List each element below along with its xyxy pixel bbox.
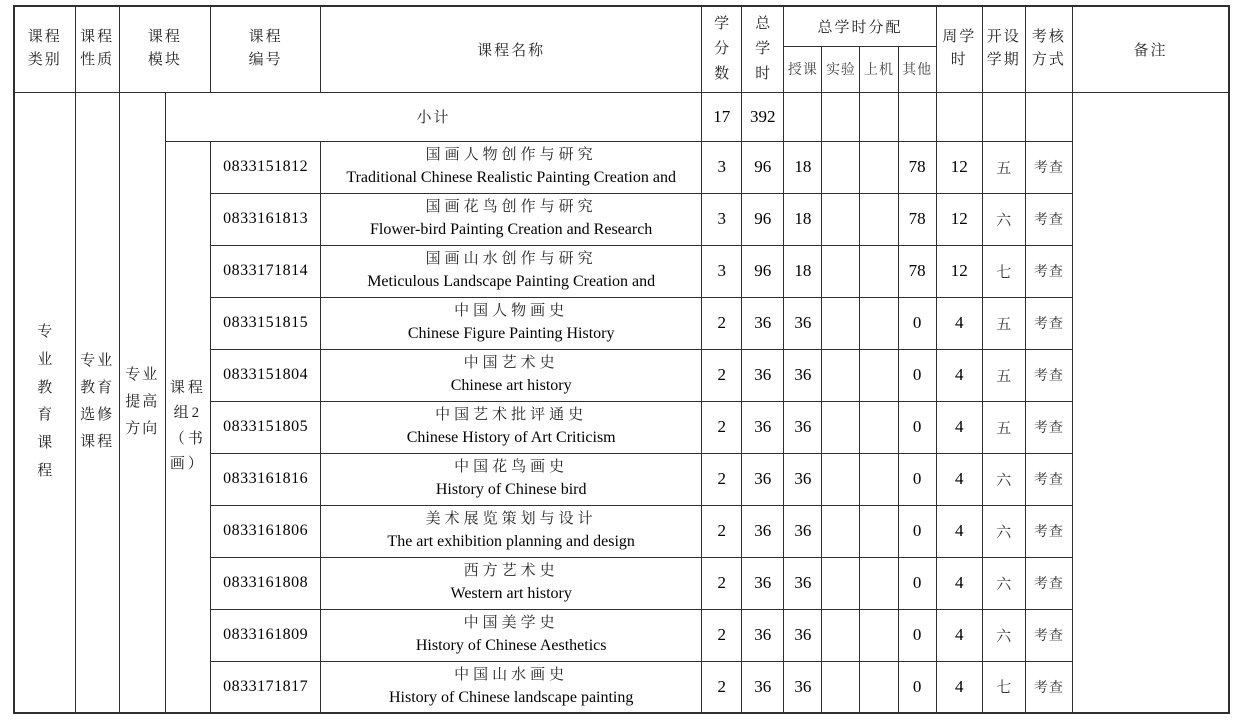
course-name-cn: 中国山水画史 (454, 666, 569, 683)
weekly-hours-cell: 4 (936, 557, 982, 609)
assessment-cell: 考查 (1025, 661, 1072, 713)
course-name-en: The art exhibition planning and design (387, 533, 635, 550)
course-code-cell: 0833151805 (210, 401, 320, 453)
nature-group-cell (75, 92, 119, 713)
course-name-cn: 中国艺术史 (463, 355, 559, 371)
course-name-cn: 国画山水创作与研究 (425, 251, 597, 267)
weekly-hours-cell: 4 (936, 661, 982, 713)
semester-cell: 七 (982, 245, 1025, 297)
course-name-en: Flower-bird Painting Creation and Research (370, 221, 653, 238)
experiment-hours-cell (822, 609, 860, 661)
lecture-hours-cell: 18 (784, 245, 822, 297)
course-name-cell (321, 401, 702, 453)
lecture-hours-cell: 36 (784, 557, 822, 609)
credits-cell: 2 (702, 401, 742, 453)
experiment-hours-cell (822, 349, 860, 401)
weekly-hours-cell: 4 (936, 609, 982, 661)
assessment-cell: 考查 (1025, 349, 1072, 401)
header-hours-distribution (784, 6, 936, 46)
experiment-hours-cell (822, 453, 860, 505)
computer-hours-cell (860, 401, 898, 453)
credits-cell: 3 (702, 245, 742, 297)
weekly-hours-cell: 4 (936, 401, 982, 453)
computer-hours-cell (860, 661, 898, 713)
computer-hours-cell (860, 141, 898, 193)
course-name-cell (321, 141, 702, 193)
header-sub-lecture (784, 46, 822, 92)
total-hours-cell: 36 (742, 453, 784, 505)
lecture-hours-cell: 36 (784, 505, 822, 557)
header-course-code (210, 6, 320, 92)
course-code-cell: 0833161808 (210, 557, 320, 609)
semester-cell: 六 (982, 557, 1025, 609)
category-group-label: 专业教育课程 (37, 324, 53, 479)
other-hours-cell: 0 (898, 453, 936, 505)
course-name-cn: 中国艺术批评通史 (435, 407, 588, 423)
course-group-cell (165, 141, 210, 713)
total-hours-cell: 96 (742, 141, 784, 193)
subtotal-row (14, 92, 1229, 141)
course-name-en: Meticulous Landscape Painting Creation and (367, 273, 656, 290)
subtotal-lecture-cell (784, 92, 822, 141)
assessment-cell: 考查 (1025, 245, 1072, 297)
module-group-label: 专业提高方向 (125, 366, 160, 437)
weekly-hours-cell: 4 (936, 297, 982, 349)
subtotal-label-cell (165, 92, 701, 141)
course-name-en: Chinese art history (450, 377, 572, 394)
experiment-hours-cell (822, 193, 860, 245)
course-name-en: Traditional Chinese Realistic Painting Creation and (346, 169, 676, 186)
course-name-cell (321, 661, 702, 713)
credits-cell: 3 (702, 141, 742, 193)
lecture-hours-cell: 36 (784, 401, 822, 453)
course-name-en: Chinese Figure Painting History (407, 325, 615, 342)
header-sub-other-label: 其他 (902, 63, 933, 78)
header-assessment-label: 考核方式 (1031, 29, 1066, 69)
computer-hours-cell (860, 453, 898, 505)
course-code-cell: 0833161816 (210, 453, 320, 505)
header-semester (982, 6, 1025, 92)
course-row (14, 141, 1229, 193)
header-course-name (321, 6, 702, 92)
lecture-hours-cell: 36 (784, 297, 822, 349)
semester-cell: 六 (982, 193, 1025, 245)
subtotal-semester-cell (982, 92, 1025, 141)
credits-cell: 2 (702, 557, 742, 609)
semester-cell: 五 (982, 401, 1025, 453)
computer-hours-cell (860, 505, 898, 557)
header-weekly-hours (936, 6, 982, 92)
semester-cell: 六 (982, 453, 1025, 505)
assessment-cell: 考查 (1025, 557, 1072, 609)
weekly-hours-cell: 12 (936, 141, 982, 193)
header-total-hours (742, 6, 784, 92)
semester-cell: 五 (982, 141, 1025, 193)
course-name-cell (321, 349, 702, 401)
header-course-name-label: 课程名称 (477, 42, 546, 59)
header-remarks (1072, 6, 1229, 92)
header-sub-other (898, 46, 936, 92)
assessment-cell: 考查 (1025, 141, 1072, 193)
course-name-en: Western art history (450, 585, 572, 602)
semester-cell: 六 (982, 609, 1025, 661)
total-hours-cell: 96 (742, 245, 784, 297)
credits-cell: 2 (702, 453, 742, 505)
table-body (14, 92, 1229, 713)
subtotal-total-hours-cell: 392 (742, 92, 784, 141)
experiment-hours-cell (822, 401, 860, 453)
course-name-cell (321, 453, 702, 505)
semester-cell: 五 (982, 297, 1025, 349)
computer-hours-cell (860, 609, 898, 661)
header-hours-distribution-label: 总学时分配 (817, 19, 903, 36)
other-hours-cell: 0 (898, 349, 936, 401)
semester-cell: 五 (982, 349, 1025, 401)
experiment-hours-cell (822, 557, 860, 609)
header-course-nature-label: 课程性质 (80, 29, 115, 69)
course-name-cell (321, 297, 702, 349)
course-name-cell (321, 505, 702, 557)
header-sub-experiment (822, 46, 860, 92)
subtotal-other-cell (898, 92, 936, 141)
other-hours-cell: 0 (898, 661, 936, 713)
course-code-cell: 0833151804 (210, 349, 320, 401)
course-name-cell (321, 557, 702, 609)
subtotal-assessment-cell (1025, 92, 1072, 141)
experiment-hours-cell (822, 505, 860, 557)
weekly-hours-cell: 4 (936, 505, 982, 557)
semester-cell: 七 (982, 661, 1025, 713)
experiment-hours-cell (822, 661, 860, 713)
semester-cell: 六 (982, 505, 1025, 557)
course-name-cn: 中国美学史 (463, 615, 559, 631)
subtotal-experiment-cell (822, 92, 860, 141)
course-name-cell (321, 609, 702, 661)
total-hours-cell: 96 (742, 193, 784, 245)
course-name-cn: 国画花鸟创作与研究 (425, 199, 597, 215)
other-hours-cell: 78 (898, 141, 936, 193)
course-code-cell: 0833161806 (210, 505, 320, 557)
total-hours-cell: 36 (742, 557, 784, 609)
course-name-en: Chinese History of Art Criticism (406, 429, 616, 446)
course-code-cell: 0833151812 (210, 141, 320, 193)
course-code-cell: 0833161813 (210, 193, 320, 245)
header-course-module (119, 6, 210, 92)
assessment-cell: 考查 (1025, 193, 1072, 245)
weekly-hours-cell: 12 (936, 193, 982, 245)
header-course-module-label: 课程模块 (147, 29, 182, 69)
other-hours-cell: 78 (898, 245, 936, 297)
total-hours-cell: 36 (742, 401, 784, 453)
lecture-hours-cell: 36 (784, 349, 822, 401)
course-group-label: 课程组2（书画） (169, 379, 206, 473)
course-name-cn: 美术展览策划与设计 (425, 511, 597, 527)
course-name-cn: 西方艺术史 (463, 563, 559, 579)
credits-cell: 2 (702, 505, 742, 557)
course-name-cn: 中国人物画史 (454, 303, 569, 319)
credits-cell: 2 (702, 349, 742, 401)
category-group-cell (14, 92, 75, 713)
remarks-cell (1072, 92, 1229, 713)
experiment-hours-cell (822, 297, 860, 349)
weekly-hours-cell: 4 (936, 349, 982, 401)
lecture-hours-cell: 18 (784, 193, 822, 245)
weekly-hours-cell: 12 (936, 245, 982, 297)
computer-hours-cell (860, 349, 898, 401)
header-credits (702, 6, 742, 92)
other-hours-cell: 0 (898, 557, 936, 609)
course-name-en: History of Chinese Aesthetics (415, 637, 607, 654)
computer-hours-cell (860, 245, 898, 297)
credits-cell: 2 (702, 609, 742, 661)
computer-hours-cell (860, 557, 898, 609)
table-header (14, 6, 1229, 92)
subtotal-weekly-hours-cell (936, 92, 982, 141)
experiment-hours-cell (822, 245, 860, 297)
assessment-cell: 考查 (1025, 505, 1072, 557)
course-name-cell (321, 245, 702, 297)
other-hours-cell: 0 (898, 297, 936, 349)
course-code-cell: 0833171817 (210, 661, 320, 713)
total-hours-cell: 36 (742, 297, 784, 349)
other-hours-cell: 78 (898, 193, 936, 245)
credits-cell: 3 (702, 193, 742, 245)
header-sub-computer-label: 上机 (864, 63, 895, 78)
lecture-hours-cell: 18 (784, 141, 822, 193)
total-hours-cell: 36 (742, 661, 784, 713)
course-name-cell (321, 193, 702, 245)
assessment-cell: 考查 (1025, 401, 1072, 453)
lecture-hours-cell: 36 (784, 453, 822, 505)
header-sub-experiment-label: 实验 (825, 63, 856, 78)
course-name-cn: 国画人物创作与研究 (425, 147, 597, 163)
course-name-en: History of Chinese bird (435, 481, 587, 498)
assessment-cell: 考查 (1025, 297, 1072, 349)
subtotal-computer-cell (860, 92, 898, 141)
other-hours-cell: 0 (898, 609, 936, 661)
course-code-cell: 0833161809 (210, 609, 320, 661)
header-semester-label: 开设学期 (986, 29, 1021, 69)
other-hours-cell: 0 (898, 505, 936, 557)
header-course-nature (75, 6, 119, 92)
header-course-code-label: 课程编号 (248, 29, 283, 69)
header-row-1 (14, 6, 1229, 46)
course-code-cell: 0833151815 (210, 297, 320, 349)
total-hours-cell: 36 (742, 505, 784, 557)
header-credits-label: 学分数 (714, 16, 730, 82)
computer-hours-cell (860, 193, 898, 245)
course-code-cell: 0833171814 (210, 245, 320, 297)
curriculum-table (13, 5, 1230, 714)
assessment-cell: 考查 (1025, 609, 1072, 661)
lecture-hours-cell: 36 (784, 609, 822, 661)
header-sub-lecture-label: 授课 (787, 63, 818, 78)
nature-group-label: 专业教育选修课程 (80, 353, 115, 451)
header-remarks-label: 备注 (1133, 42, 1168, 59)
header-assessment (1025, 6, 1072, 92)
module-group-cell (119, 92, 165, 713)
subtotal-credits-cell: 17 (702, 92, 742, 141)
credits-cell: 2 (702, 661, 742, 713)
credits-cell: 2 (702, 297, 742, 349)
total-hours-cell: 36 (742, 349, 784, 401)
header-course-category (14, 6, 75, 92)
lecture-hours-cell: 36 (784, 661, 822, 713)
header-total-hours-label: 总学时 (755, 16, 771, 82)
other-hours-cell: 0 (898, 401, 936, 453)
computer-hours-cell (860, 297, 898, 349)
subtotal-label: 小计 (416, 110, 451, 126)
total-hours-cell: 36 (742, 609, 784, 661)
weekly-hours-cell: 4 (936, 453, 982, 505)
assessment-cell: 考查 (1025, 453, 1072, 505)
header-weekly-hours-label: 周学时 (942, 29, 977, 69)
header-course-category-label: 课程类别 (27, 29, 62, 69)
header-sub-computer (860, 46, 898, 92)
experiment-hours-cell (822, 141, 860, 193)
course-name-cn: 中国花鸟画史 (454, 459, 569, 475)
course-name-en: History of Chinese landscape painting (388, 688, 634, 706)
